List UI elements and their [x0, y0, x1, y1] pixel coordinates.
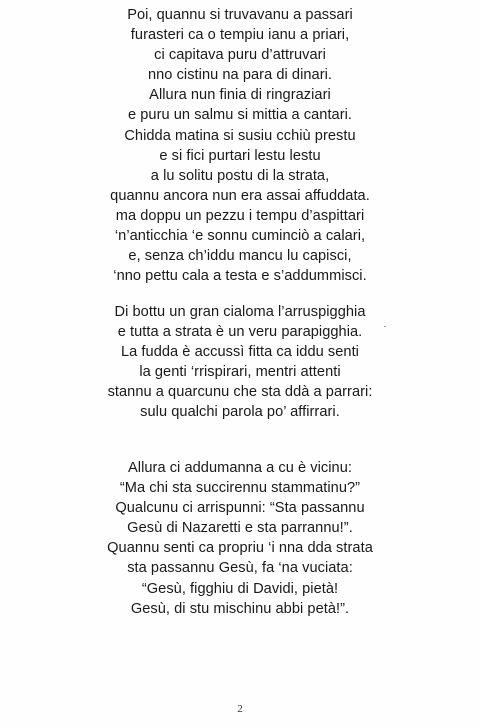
verse-line: Allura ci addumanna a cu è vicinu: — [128, 460, 352, 476]
verse-line: Di bottu un gran cialoma l’arruspigghia — [114, 304, 366, 320]
verse-line: la genti ‘rrispirari, mentri attenti — [139, 364, 341, 381]
verse-line: stannu a quarcunu che sta ddà a parrari: — [107, 384, 373, 401]
verse-line: “Gesù, figghiu di Davidi, pietà! — [141, 580, 339, 597]
verse-line: ‘n’anticchia ‘e sonnu cuminciò a calari, — [114, 228, 366, 245]
stanza — [0, 5, 480, 286]
stanza — [0, 458, 480, 619]
verse-line: “Ma chi sta succirennu stammatinu?” — [119, 480, 361, 497]
scan-speck — [384, 326, 386, 327]
verse-line: Chidda matina si susiu cchiù prestu — [124, 127, 356, 144]
verse-line: sulu qualchi parola po’ affirrari. — [140, 404, 340, 421]
verse-line: e tutta a strata è un veru parapigghia. — [117, 324, 363, 341]
verse-line: Gesù di Nazaretti e sta parrannu!”. — [127, 520, 353, 537]
verse-line: ci capitava puru d’attruvari — [154, 47, 326, 64]
verse-line: Gesù, di stu mischinu abbi petà!”. — [130, 600, 350, 617]
page-number: 2 — [237, 703, 243, 715]
verse-line: Poi, quannu si truvavanu a passari — [127, 7, 353, 23]
verse-line: a lu solitu postu di la strata, — [150, 167, 330, 184]
verse-line: e puru un salmu si mittia a cantari. — [127, 107, 353, 124]
verse-line: sta passannu Gesù, fa ‘na vuciata: — [127, 560, 353, 577]
verse-line: e, senza ch’iddu mancu lu capisci, — [128, 248, 352, 265]
verse-line: Allura nun finia di ringraziari — [149, 87, 331, 104]
stanza — [0, 302, 480, 423]
verse-line: Qualcunu ci arrispunni: “Sta passannu — [115, 500, 365, 517]
verse-line: La fudda è accussì fitta ca iddu senti — [121, 344, 359, 361]
verse-line: e si fici purtari lestu lestu — [159, 147, 321, 164]
verse-line: Quannu senti ca propriu ‘i nna dda strata — [107, 540, 373, 557]
verse-line: quannu ancora nun era assai affuddata. — [110, 187, 370, 204]
verse-line: nno cistinu na para di dinari. — [147, 67, 333, 84]
verse-line: ma doppu un pezzu i tempu d’aspittari — [115, 207, 365, 224]
verse-line: ‘nno pettu cala a testa e s’addummisci. — [113, 268, 367, 285]
verse-line: furasteri ca o tempiu ianu a priari, — [130, 27, 350, 44]
